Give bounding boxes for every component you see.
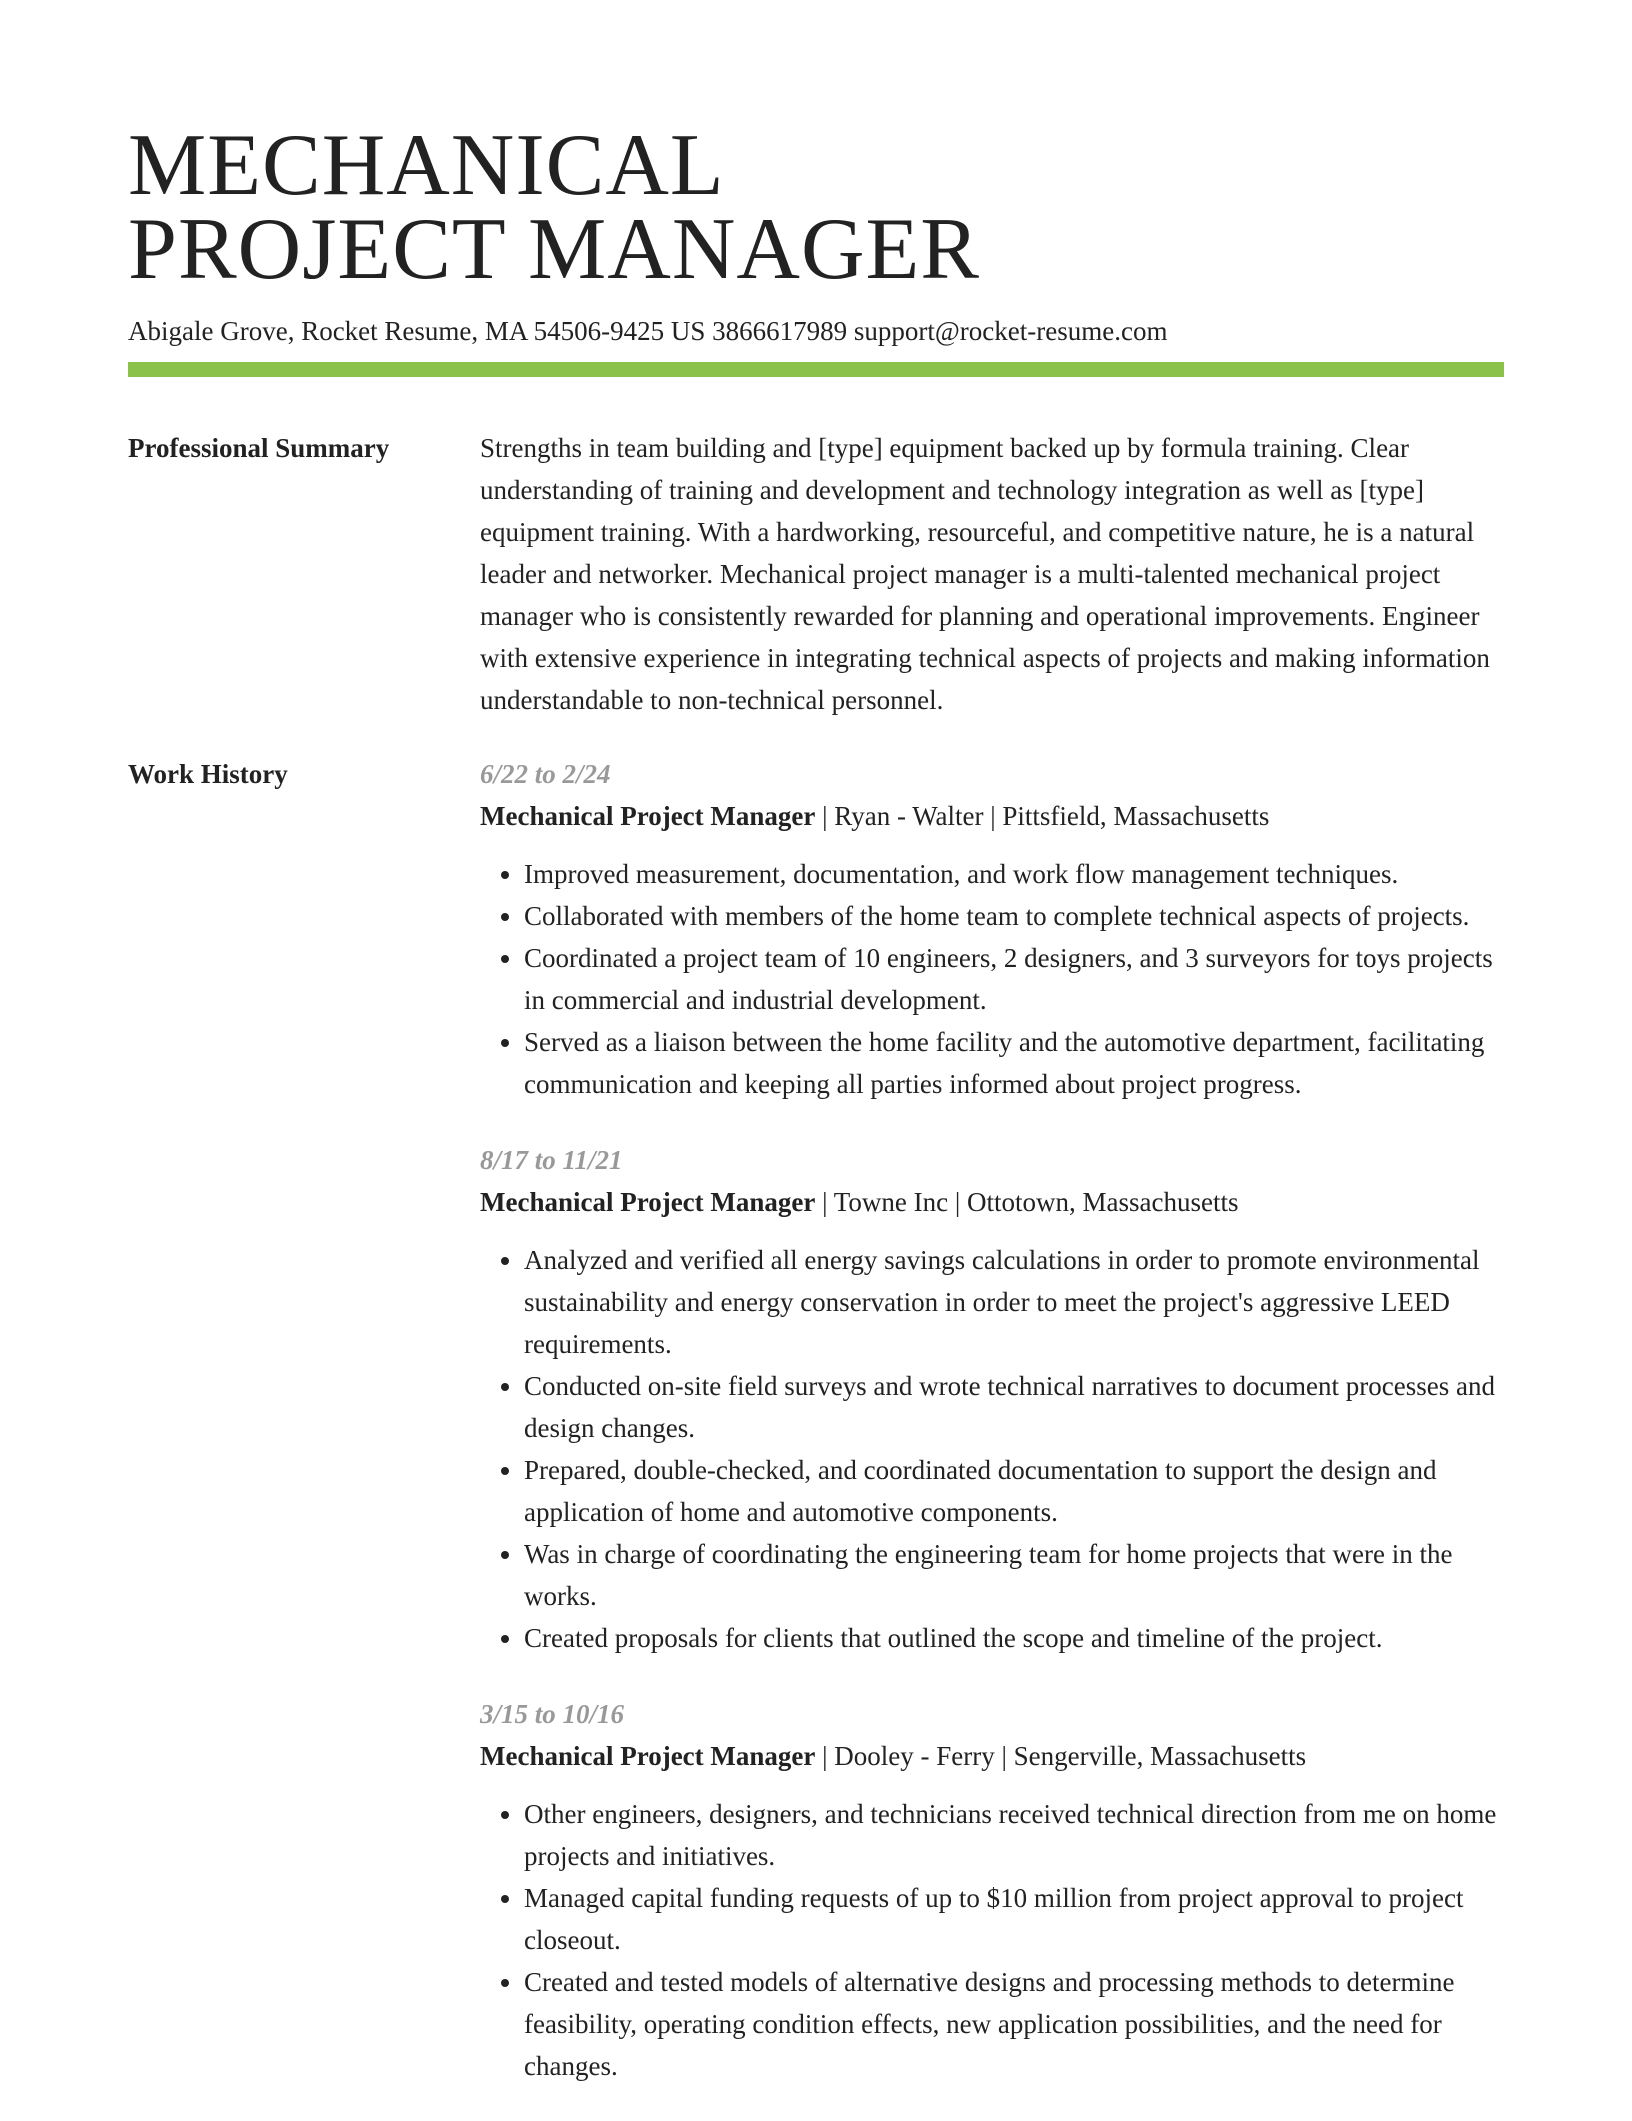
work-history-list xyxy=(480,753,1504,2121)
job-bullets xyxy=(480,853,1504,1105)
summary-text: Strengths in team building and [type] equipment backed up by formula training. Clear understanding of training and development and technology integration as well as [type] equipment training. With a hardworking, resourceful, and competitive nature, he is a natural leader and networker. Mechanical project manager is a multi-talented mechanical project manager who is consistently rewarded for planning and operational improvements. Engineer with extensive experience in integrating technical aspects of projects and making information understandable to non-technical personnel. xyxy=(480,433,1490,715)
list-item: • Other engineers, designers, and technicians received technical direction from me on home projects and initiatives. xyxy=(524,1793,1504,1877)
section-label-work-history: Work History xyxy=(128,759,288,789)
list-item: • Created and tested models of alternative designs and processing methods to determine feasibility, operating condition effects, new application possibilities, and the need for changes. xyxy=(524,1961,1504,2087)
job-dates: 8/17 to 11/21 xyxy=(480,1145,623,1175)
title-line-2: PROJECT MANAGER xyxy=(128,201,980,298)
list-item: • Improved measurement, documentation, and work flow management techniques. xyxy=(524,853,1504,895)
list-item: • Analyzed and verified all energy savings calculations in order to promote environmental sustainability and energy conservation in order to meet the project's aggressive LEED requirements. xyxy=(524,1239,1504,1365)
list-item: • Prepared, double-checked, and coordinated documentation to support the design and application of home and automotive components. xyxy=(524,1449,1504,1533)
job-entry xyxy=(480,1693,1504,2087)
job-details: | Ryan - Walter | Pittsfield, Massachusetts xyxy=(815,801,1270,831)
job-heading xyxy=(480,1735,1504,1777)
job-dates: 6/22 to 2/24 xyxy=(480,759,611,789)
job-heading xyxy=(480,1181,1504,1223)
job-details: | Dooley - Ferry | Sengerville, Massachusetts xyxy=(815,1741,1307,1771)
list-item: • Conducted on-site field surveys and wrote technical narratives to document processes and design changes. xyxy=(524,1365,1504,1449)
job-heading xyxy=(480,795,1504,837)
list-item: • Collaborated with members of the home team to complete technical aspects of projects. xyxy=(524,895,1504,937)
section-label-summary: Professional Summary xyxy=(128,433,390,463)
professional-summary-section xyxy=(128,427,1504,721)
list-item: • Created proposals for clients that outlined the scope and timeline of the project. xyxy=(524,1617,1504,1659)
job-bullets xyxy=(480,1239,1504,1659)
contact-info: Abigale Grove, Rocket Resume, MA 54506-9425 US 3866617989 support@rocket-resume.com xyxy=(128,316,1168,346)
job-entry xyxy=(480,753,1504,1105)
list-item: • Coordinated a project team of 10 engineers, 2 designers, and 3 surveyors for toys projects in commercial and industrial development. xyxy=(524,937,1504,1021)
job-details: | Towne Inc | Ottotown, Massachusetts xyxy=(815,1187,1239,1217)
work-history-section xyxy=(128,753,1504,2121)
title-line-1: MECHANICAL xyxy=(128,117,725,214)
list-item: • Managed capital funding requests of up to $10 million from project approval to project closeout. xyxy=(524,1877,1504,1961)
resume-page xyxy=(128,0,1504,2121)
list-item: • Served as a liaison between the home facility and the automotive department, facilitating communication and keeping all parties informed about project progress. xyxy=(524,1021,1504,1105)
list-item: • Was in charge of coordinating the engineering team for home projects that were in the works. xyxy=(524,1533,1504,1617)
job-title: Mechanical Project Manager xyxy=(480,1741,816,1771)
page-title xyxy=(128,117,1504,298)
job-bullets xyxy=(480,1793,1504,2087)
job-title: Mechanical Project Manager xyxy=(480,801,816,831)
job-entry xyxy=(480,1139,1504,1659)
accent-divider xyxy=(128,362,1504,377)
job-dates: 3/15 to 10/16 xyxy=(480,1699,625,1729)
job-title: Mechanical Project Manager xyxy=(480,1187,816,1217)
